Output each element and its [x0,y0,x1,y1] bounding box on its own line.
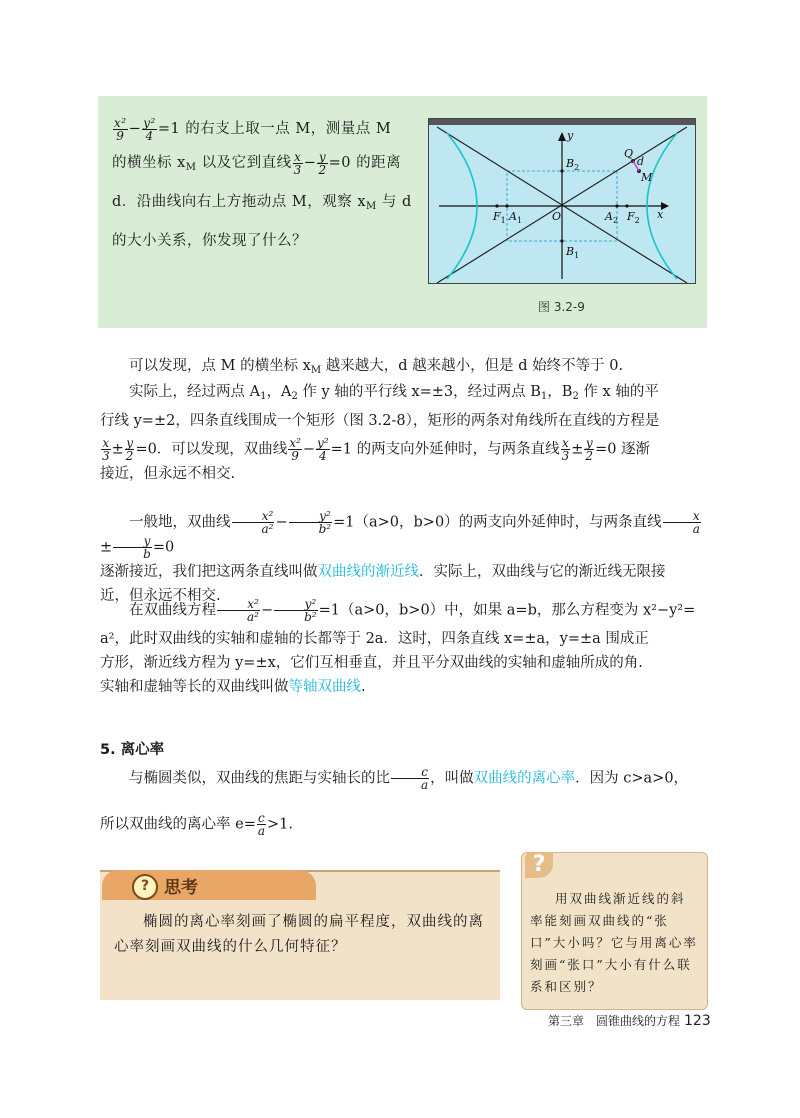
side-note-text: 用双曲线渐近线的斜率能刻画双曲线的“张口”大小吗？它与用离心率刻画“张口”大小有什么联系和区别？ [530,891,698,994]
exploration-text [112,112,422,258]
paragraph-2 [100,380,710,486]
paragraph-2-line-1: 实际上，经过两点 $A_1$，$A_2$ 作 y 轴的平行线 x=±3，经过两点 $B_1$，$B_2$ 作 x 轴的平 [129,384,659,402]
label-f1: $F_1$ [493,210,506,225]
label-m: M [641,171,653,184]
paragraph-3-line-1: 一般地，双曲线 $\frac{\text{x²}}{\text{a²}}$ − $\frac{\text{y²}}{\text{b²}}$ =1（a>0，b>0）的两支向外延伸时，与两条直线 $\frac{x}{a}$ ± $\frac{y}{b}$ =0 [100,509,700,561]
fraction: $\frac{y}{2}$ [585,436,594,463]
fraction: $\frac{\text{y²}}{\text{b²}}$ [274,598,318,623]
fraction: $\frac{x}{3}$ [293,149,302,177]
point-b2 [560,169,563,172]
fraction: $\frac{\text{x²}}{9}$ [114,115,127,143]
fraction: $\frac{\text{y²}}{4}$ [143,115,156,143]
y-axis-arrow [558,132,566,141]
label-b2: $B_2$ [566,157,580,172]
paragraph-2-line-4: 接近，但永远不相交. [100,466,236,482]
chapter-title: 第三章 圆锥曲线的方程 [548,1014,681,1028]
label-q: Q [624,147,634,160]
paragraph-2-line-2: 行线 y=±2，四条直线围成一个矩形（图 3.2-8），矩形的两条对角线所在直线的方程是 [100,413,660,429]
section-heading: 5. 离心率 [100,742,165,758]
label-o: O [552,210,562,223]
hyperbola-diagram [429,119,695,283]
paragraph-1: 可以发现，点 M 的横坐标 $x_M$ 越来越大，d 越来越小，但是 d 始终不等于 0. [129,358,624,376]
paragraph-4-line-2: a²，此时双曲线的实轴和虚轴的长都等于 2a．这时，四条直线 x=±a，y=±a 围成正 [100,631,649,647]
paragraph-4 [100,598,710,699]
exploration-line-4: 的大小关系，你发现了什么？ [112,233,307,249]
fraction: $\frac{\text{x²}}{\text{a²}}$ [232,510,275,535]
point-a1 [505,204,508,207]
exploration-line-1: $\frac{\text{x²}}{9}$ − $\frac{\text{y²}}{4}$ =1 的右支上取一点 M，测量点 M [114,115,392,143]
question-icon: ? [132,874,158,900]
paragraph-3 [100,510,710,608]
exploration-line-3: d．沿曲线向右上方拖动点 M，观察 $x_M$ 与 d [112,194,412,212]
question-mark-icon: ? [525,852,553,878]
exploration-line-2: 的横坐标 $x_M$ 以及它到直线 $\frac{x}{3}$ − $\frac{y}{2}$ =0 的距离 [112,149,402,177]
label-a1: $A_1$ [509,210,523,225]
fraction: $\frac{\text{y²}}{4}$ [317,436,329,463]
paragraph-2-line-3: $\frac{x}{3}$ ± $\frac{y}{2}$ =0．可以发现，双曲线 $\frac{\text{x²}}{9}$ − $\frac{\text{y²}}{4}$ =1 的两支向外延伸时，与两条直线 $\frac{x}{3}$ ± $\frac{y}{2}$ =0 逐渐 [102,436,651,463]
figure-top-bar [429,119,695,125]
fraction: $\frac{x}{a}$ [663,510,701,535]
fraction: $\frac{y}{2}$ [318,149,327,177]
term-eccentricity: 双曲线的离心率 [473,770,576,787]
paragraph-4-line-1: 在双曲线方程 $\frac{\text{x²}}{\text{a²}}$ − $\frac{\text{y²}}{\text{b²}}$ =1（a>0，b>0）中，如果 a=b，那么方程变为 x²−y²= [129,597,696,624]
label-f2: $F_2$ [627,210,640,225]
point-f1 [495,204,498,207]
label-d: d [637,155,645,168]
point-b1 [560,239,563,242]
point-a2 [615,204,618,207]
paragraph-3-line-2: 逐渐接近，我们把这两条直线叫做双曲线的渐近线．实际上，双曲线与它的渐近线无限接 [100,564,666,580]
paragraph-3-line-3: 近，但永远不相交. [100,588,221,604]
label-y: y [567,129,574,142]
fraction: $\frac{y}{2}$ [125,436,134,463]
fraction: $\frac{\text{x²}}{9}$ [289,436,301,463]
think-title: 思考 [164,878,198,898]
paragraph-4-line-4: 实轴和虚轴等长的双曲线叫做等轴双曲线. [100,679,366,695]
term-asymptote: 双曲线的渐近线 [317,564,419,580]
label-x: x [657,208,664,221]
fraction: $\frac{\text{y²}}{\text{b²}}$ [289,510,333,535]
label-b1: $B_1$ [566,245,580,260]
page-footer [548,1012,711,1029]
fraction: $\frac{y}{b}$ [113,535,152,560]
point-f2 [625,204,628,207]
paragraph-5: 与椭圆类似，双曲线的焦距与实轴长的比 $\frac{c}{a}$ ，叫做双曲线的离心率．因为 c>a>0， [129,765,689,792]
think-text: 椭圆的离心率刻画了椭圆的扁平程度，双曲线的离心率刻画双曲线的什么几何特征？ [114,914,484,955]
figure-caption: 图 3.2-9 [538,300,585,314]
page-number: 123 [684,1013,711,1029]
fraction: $\frac{\text{x²}}{\text{a²}}$ [217,598,260,623]
term-equilateral-hyperbola: 等轴双曲线 [288,679,361,695]
label-a2: $A_2$ [605,210,619,225]
fraction: $\frac{x}{3}$ [102,436,110,463]
fraction: $\frac{c}{a}$ [257,811,265,838]
fraction: $\frac{c}{a}$ [391,766,429,791]
paragraph-4-line-3: 方形，渐近线方程为 y=±x，它们互相垂直，并且平分双曲线的实轴和虚轴所成的角. [100,655,643,671]
hyperbola-figure [428,118,696,284]
paragraph-6: 所以双曲线的离心率 e= $\frac{c}{a}$ >1. [100,811,293,838]
fraction: $\frac{x}{3}$ [561,436,570,463]
